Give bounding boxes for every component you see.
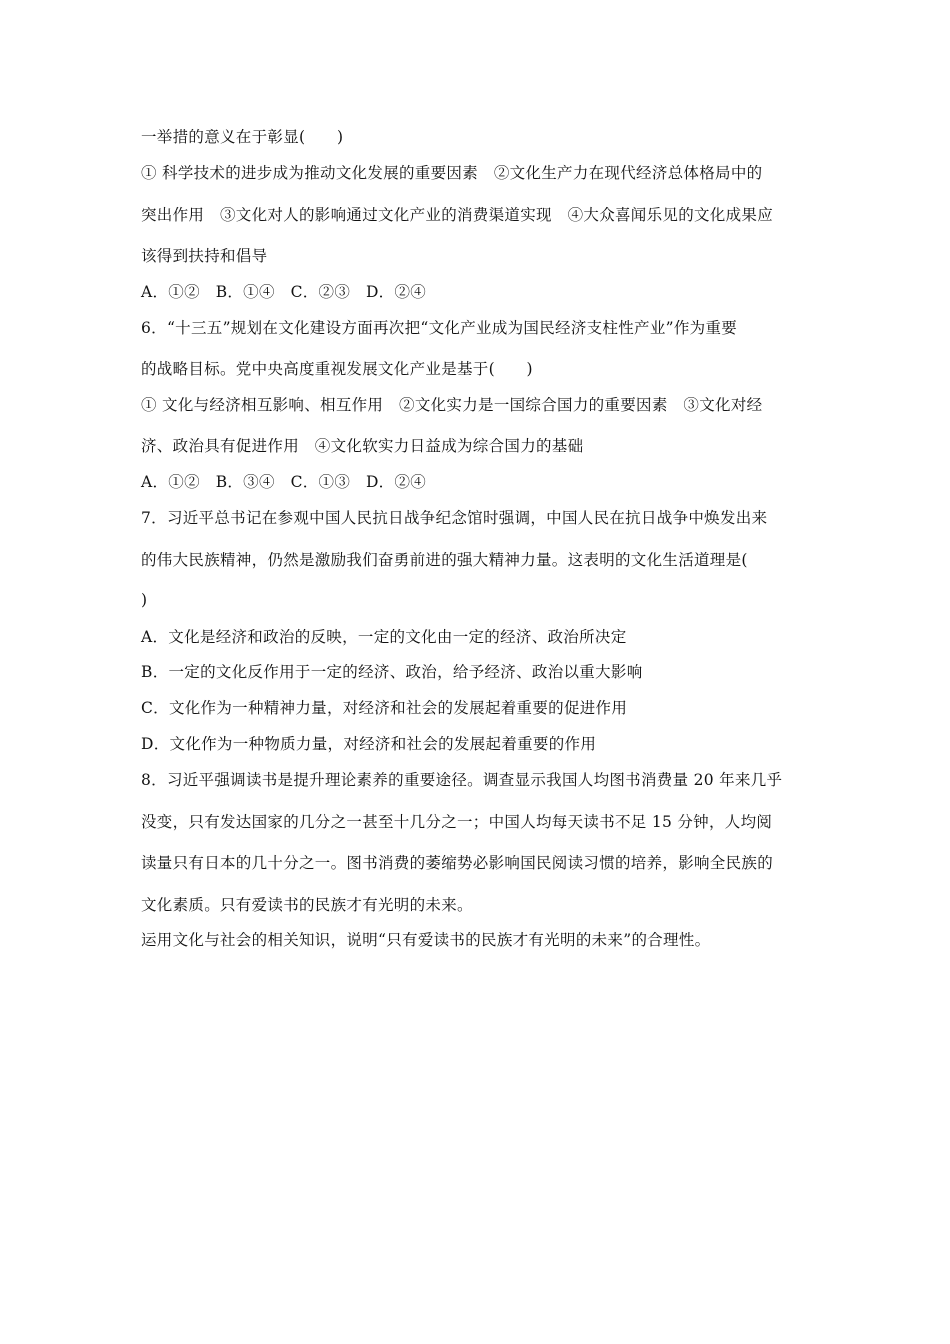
q8-material-line-3: 读量只有日本的几十分之一。图书消费的萎缩势必影响国民阅读习惯的培养，影响全民族的	[141, 854, 774, 872]
q5-options: A．①② B．①④ C．②③ D．②④	[141, 283, 427, 301]
q7-stem-line-1: 7．习近平总书记在参观中国人民抗日战争纪念馆时强调，中国人民在抗日战争中焕发出来	[141, 509, 768, 527]
q5-statements-line-3: 该得到扶持和倡导	[141, 247, 268, 265]
q7-stem-line-3: )	[141, 591, 148, 609]
q6-statements-line-1: ① 文化与经济相互影响、相互作用 ②文化实力是一国综合国力的重要因素 ③文化对经	[141, 396, 763, 414]
q8-material-line-2: 没变，只有发达国家的几分之一甚至十几分之一；中国人均每天读书不足 15 分钟，人均阅	[141, 813, 773, 831]
q5-statements-line-1: ① 科学技术的进步成为推动文化发展的重要因素 ②文化生产力在现代经济总体格局中的	[141, 164, 763, 182]
q7-option-d: D．文化作为一种物质力量，对经济和社会的发展起着重要的作用	[141, 735, 597, 753]
q6-stem-line-1: 6．“十三五”规划在文化建设方面再次把“文化产业成为国民经济支柱性产业”作为重要	[141, 319, 738, 337]
q8-material-line-4: 文化素质。只有爱读书的民族才有光明的未来。	[141, 896, 473, 914]
q7-stem-line-2: 的伟大民族精神，仍然是激励我们奋勇前进的强大精神力量。这表明的文化生活道理是(	[141, 551, 748, 569]
q5-statements-line-2: 突出作用 ③文化对人的影响通过文化产业的消费渠道实现 ④大众喜闻乐见的文化成果应	[141, 206, 774, 224]
q6-options: A．①② B．③④ C．①③ D．②④	[141, 473, 427, 491]
q8-material-line-1: 8．习近平强调读书是提升理论素养的重要途径。调查显示我国人均图书消费量 20 年来几乎	[141, 771, 783, 789]
q6-stem-line-2: 的战略目标。党中央高度重视发展文化产业是基于( )	[141, 360, 533, 378]
q7-option-b: B．一定的文化反作用于一定的经济、政治，给予经济、政治以重大影响	[141, 663, 643, 681]
q6-statements-line-2: 济、政治具有促进作用 ④文化软实力日益成为综合国力的基础	[141, 437, 584, 455]
q8-question: 运用文化与社会的相关知识，说明“只有爱读书的民族才有光明的未来”的合理性。	[141, 931, 711, 949]
q7-option-a: A．文化是经济和政治的反映，一定的文化由一定的经济、政治所决定	[141, 628, 627, 646]
q5-stem-end: 一举措的意义在于彰显( )	[141, 128, 344, 146]
q7-option-c: C．文化作为一种精神力量，对经济和社会的发展起着重要的促进作用	[141, 699, 628, 717]
